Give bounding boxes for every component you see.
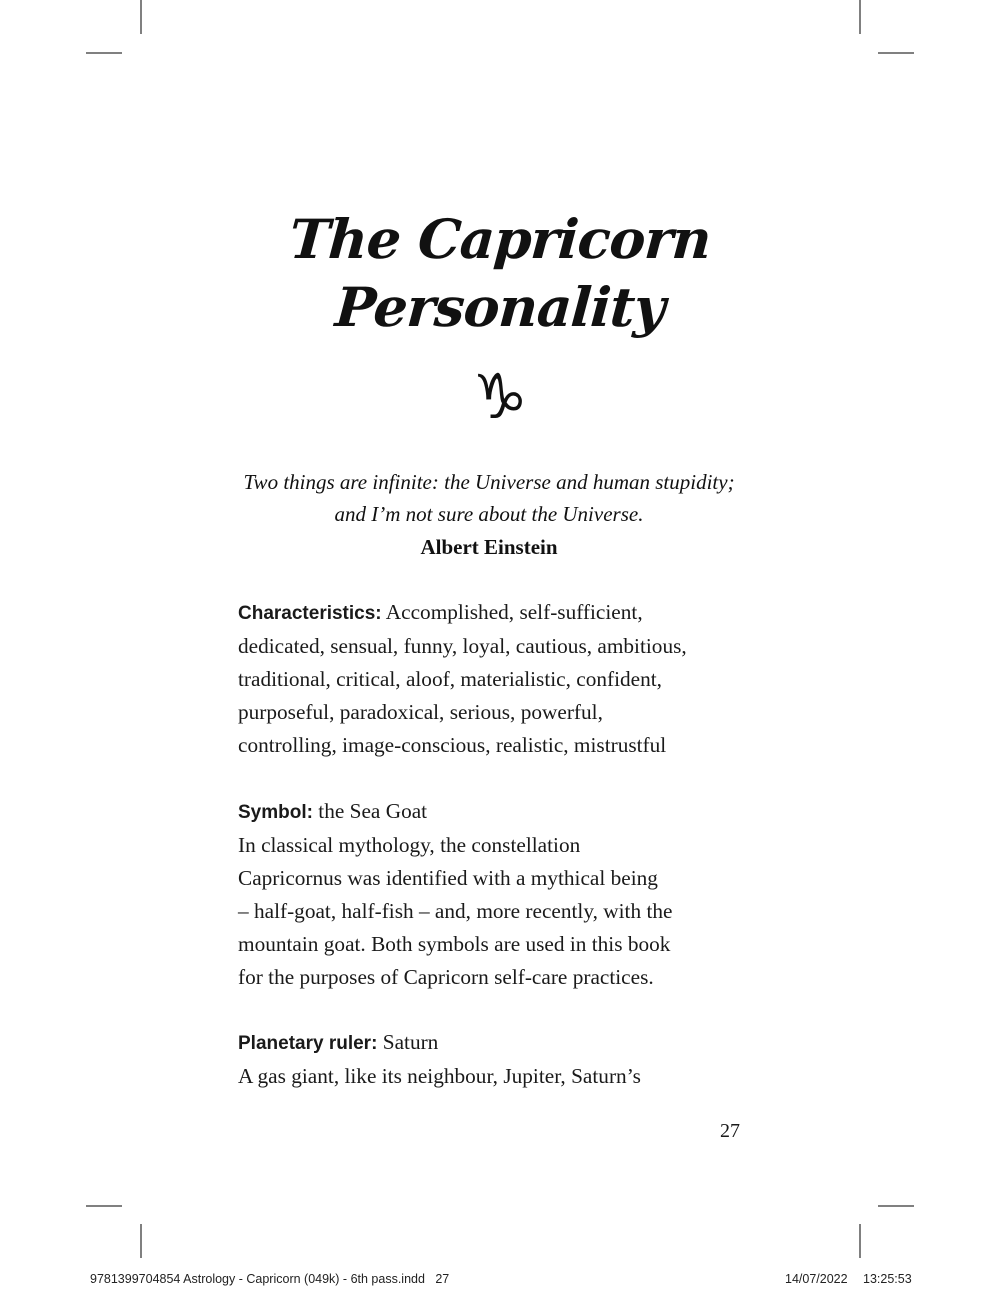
epigraph	[0, 466, 978, 564]
slug-time: 13:25:53	[863, 1272, 912, 1286]
crop-mark-top-right-horizontal	[878, 52, 914, 54]
crop-mark-bottom-right-vertical	[859, 1224, 861, 1258]
planetary-ruler-section	[238, 1026, 758, 1093]
epigraph-line-2: and I’m not sure about the Universe.	[334, 502, 644, 526]
symbol-text: – half-goat, half-fish – and, more recently, with the	[238, 899, 673, 923]
symbol-text: for the purposes of Capricorn self-care practices.	[238, 965, 654, 989]
characteristics-label: Characteristics:	[238, 603, 382, 624]
crop-mark-bottom-right-horizontal	[878, 1205, 914, 1207]
crop-mark-bottom-left-vertical	[140, 1224, 142, 1258]
crop-mark-top-right-vertical	[859, 0, 861, 34]
planetary-ruler-label: Planetary ruler:	[238, 1033, 378, 1054]
planetary-ruler-text: A gas giant, like its neighbour, Jupiter, Saturn’s	[238, 1064, 641, 1088]
crop-mark-top-left-vertical	[140, 0, 142, 34]
characteristics-text: controlling, image-conscious, realistic, mistrustful	[238, 733, 667, 757]
slug-file-info: 9781399704854 Astrology - Capricorn (049k) - 6th pass.indd 27	[90, 1272, 450, 1286]
chapter-title-line-2: Personality	[333, 275, 667, 339]
characteristics-text: dedicated, sensual, funny, loyal, cautious, ambitious,	[238, 634, 687, 658]
symbol-text: Capricornus was identified with a mythical being	[238, 866, 658, 890]
symbol-label: Symbol:	[238, 802, 313, 823]
epigraph-author: Albert Einstein	[420, 535, 558, 559]
symbol-value: the Sea Goat	[312, 799, 428, 823]
planetary-ruler-value: Saturn	[377, 1030, 439, 1054]
crop-mark-top-left-horizontal	[86, 52, 122, 54]
symbol-text: mountain goat. Both symbols are used in this book	[238, 932, 671, 956]
symbol-text: In classical mythology, the constellation	[238, 833, 581, 857]
chapter-title	[0, 205, 1000, 341]
epigraph-line-1: Two things are infinite: the Universe and human stupidity;	[243, 470, 735, 494]
characteristics-text: traditional, critical, aloof, materialistic, confident,	[238, 667, 663, 691]
capricorn-glyph-icon: ♑	[472, 360, 528, 433]
characteristics-text: Accomplished, self-sufficient,	[381, 600, 643, 624]
page-number: 27	[720, 1120, 740, 1142]
chapter-title-line-1: The Capricorn	[287, 207, 713, 271]
symbol-section	[238, 795, 758, 994]
crop-mark-bottom-left-horizontal	[86, 1205, 122, 1207]
slug-date: 14/07/2022	[785, 1272, 848, 1286]
characteristics-section	[238, 596, 758, 762]
characteristics-text: purposeful, paradoxical, serious, powerful,	[238, 700, 603, 724]
